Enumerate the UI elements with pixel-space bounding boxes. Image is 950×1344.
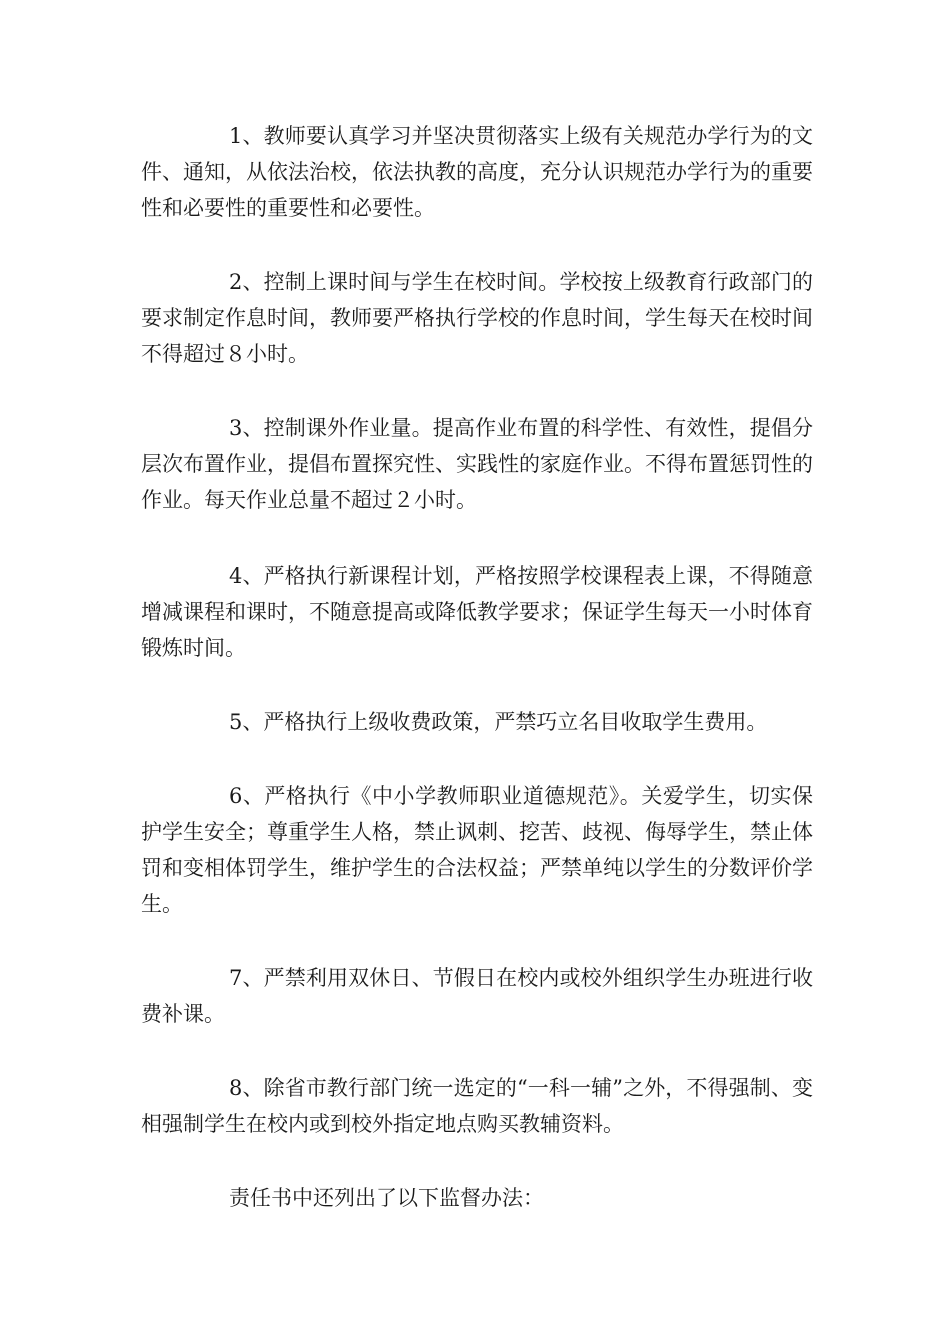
paragraph-1: 1、教师要认真学习并坚决贯彻落实上级有关规范办学行为的文件、通知，从依法治校，依法执教的高度，充分认识规范办学行为的重要性和必要性的重要性和必要性。: [141, 124, 813, 220]
paragraph-9: 责任书中还列出了以下监督办法：: [229, 1186, 544, 1210]
paragraph-7: 7、严禁利用双休日、节假日在校内或校外组织学生办班进行收费补课。: [141, 966, 813, 1026]
paragraph-8: 8、除省市教行部门统一选定的“一科一辅”之外，不得强制、变相强制学生在校内或到校外指定地点购买教辅资料。: [141, 1076, 813, 1136]
paragraph-3: 3、控制课外作业量。提高作业布置的科学性、有效性，提倡分层次布置作业，提倡布置探究性、实践性的家庭作业。不得布置惩罚性的作业。每天作业总量不超过２小时。: [141, 416, 813, 512]
paragraph-4: 4、严格执行新课程计划，严格按照学校课程表上课，不得随意增减课程和课时，不随意提高或降低教学要求；保证学生每天一小时体育锻炼时间。: [141, 564, 813, 660]
paragraph-2: 2、控制上课时间与学生在校时间。学校按上级教育行政部门的要求制定作息时间，教师要严格执行学校的作息时间，学生每天在校时间不得超过８小时。: [141, 270, 813, 366]
paragraph-5: 5、严格执行上级收费政策，严禁巧立名目收取学生费用。: [229, 710, 768, 734]
paragraph-6: 6、严格执行《中小学教师职业道德规范》。关爱学生，切实保护学生安全；尊重学生人格，禁止讽刺、挖苦、歧视、侮辱学生，禁止体罚和变相体罚学生，维护学生的合法权益；严禁单纯以学生的分数评价学生。: [141, 784, 813, 916]
